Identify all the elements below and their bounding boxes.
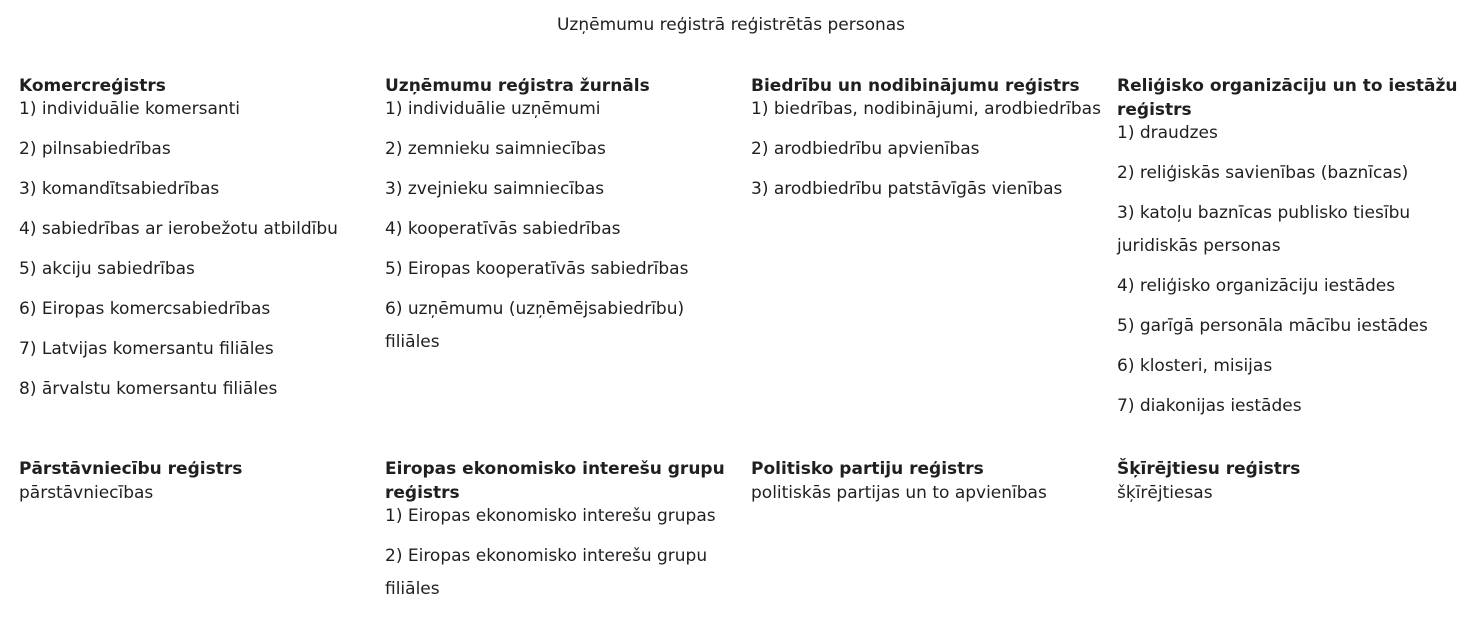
list-item: 5) Eiropas kooperatīvās sabiedrības [385, 259, 689, 279]
list-item: 4) kooperatīvās sabiedrības [385, 219, 621, 239]
registers-grid [19, 74, 1459, 627]
register-commercial [19, 74, 385, 457]
list-item: 3) katoļu baznīcas publisko tiesību juridiskās personas [1117, 203, 1411, 256]
register-political-parties [751, 457, 1117, 627]
list-item: 2) zemnieku saimniecības [385, 139, 606, 159]
page-title: Uzņēmumu reģistrā reģistrētās personas [556, 15, 906, 35]
list-item: 2) arodbiedrību apvienības [751, 139, 980, 159]
register-items [751, 93, 1107, 206]
list-item: 2) pilnsabiedrības [19, 139, 171, 159]
registers-row-top [19, 74, 1459, 457]
register-text: pārstāvniecības [19, 483, 154, 503]
list-item: 2) reliģiskās savienības (baznīcas) [1117, 163, 1409, 183]
register-items [19, 93, 375, 406]
list-item: 5) akciju sabiedrības [19, 259, 195, 279]
list-item: 1) biedrības, nodibinājumi, arodbiedrības [751, 99, 1101, 119]
list-item: 1) draudzes [1117, 123, 1218, 143]
list-item: 1) individuālie komersanti [19, 99, 241, 119]
list-item: 1) individuālie uzņēmumi [385, 99, 601, 119]
register-associations [751, 74, 1117, 457]
register-title: Uzņēmumu reģistra žurnāls [385, 76, 650, 96]
register-title: Pārstāvniecību reģistrs [19, 459, 243, 479]
register-text: šķīrējtiesas [1117, 483, 1213, 503]
list-item: 2) Eiropas ekonomisko interešu grupu filiāles [385, 546, 708, 599]
list-item: 3) komandītsabiedrības [19, 179, 220, 199]
register-eeig [385, 457, 751, 627]
list-item: 8) ārvalstu komersantu filiāles [19, 379, 278, 399]
register-items [385, 500, 741, 606]
register-arbitration [1117, 457, 1459, 627]
list-item: 4) sabiedrības ar ierobežotu atbildību [19, 219, 338, 239]
registers-row-bottom [19, 457, 1459, 627]
register-title: Komercreģistrs [19, 76, 166, 96]
register-enterprise-journal [385, 74, 751, 457]
list-item: 3) arodbiedrību patstāvīgās vienības [751, 179, 1063, 199]
register-items [1117, 117, 1459, 423]
list-item: 6) uzņēmumu (uzņēmējsabiedrību) filiāles [385, 299, 685, 352]
list-item: 6) Eiropas komercsabiedrības [19, 299, 271, 319]
list-item: 4) reliģisko organizāciju iestādes [1117, 276, 1396, 296]
register-items [385, 93, 741, 359]
register-text: politiskās partijas un to apvienības [751, 483, 1047, 503]
register-title: Eiropas ekonomisko interešu grupu reģistrs [385, 459, 725, 503]
register-title: Biedrību un nodibinājumu reģistrs [751, 76, 1080, 96]
register-religious [1117, 74, 1459, 457]
register-title: Reliģisko organizāciju un to iestāžu reģistrs [1117, 76, 1458, 120]
list-item: 7) diakonijas iestādes [1117, 396, 1302, 416]
list-item: 3) zvejnieku saimniecības [385, 179, 605, 199]
register-representations [19, 457, 385, 627]
list-item: 6) klosteri, misijas [1117, 356, 1273, 376]
list-item: 1) Eiropas ekonomisko interešu grupas [385, 506, 716, 526]
register-title: Šķīrējtiesu reģistrs [1117, 459, 1301, 479]
register-title: Politisko partiju reģistrs [751, 459, 984, 479]
list-item: 5) garīgā personāla mācību iestādes [1117, 316, 1428, 336]
list-item: 7) Latvijas komersantu filiāles [19, 339, 274, 359]
